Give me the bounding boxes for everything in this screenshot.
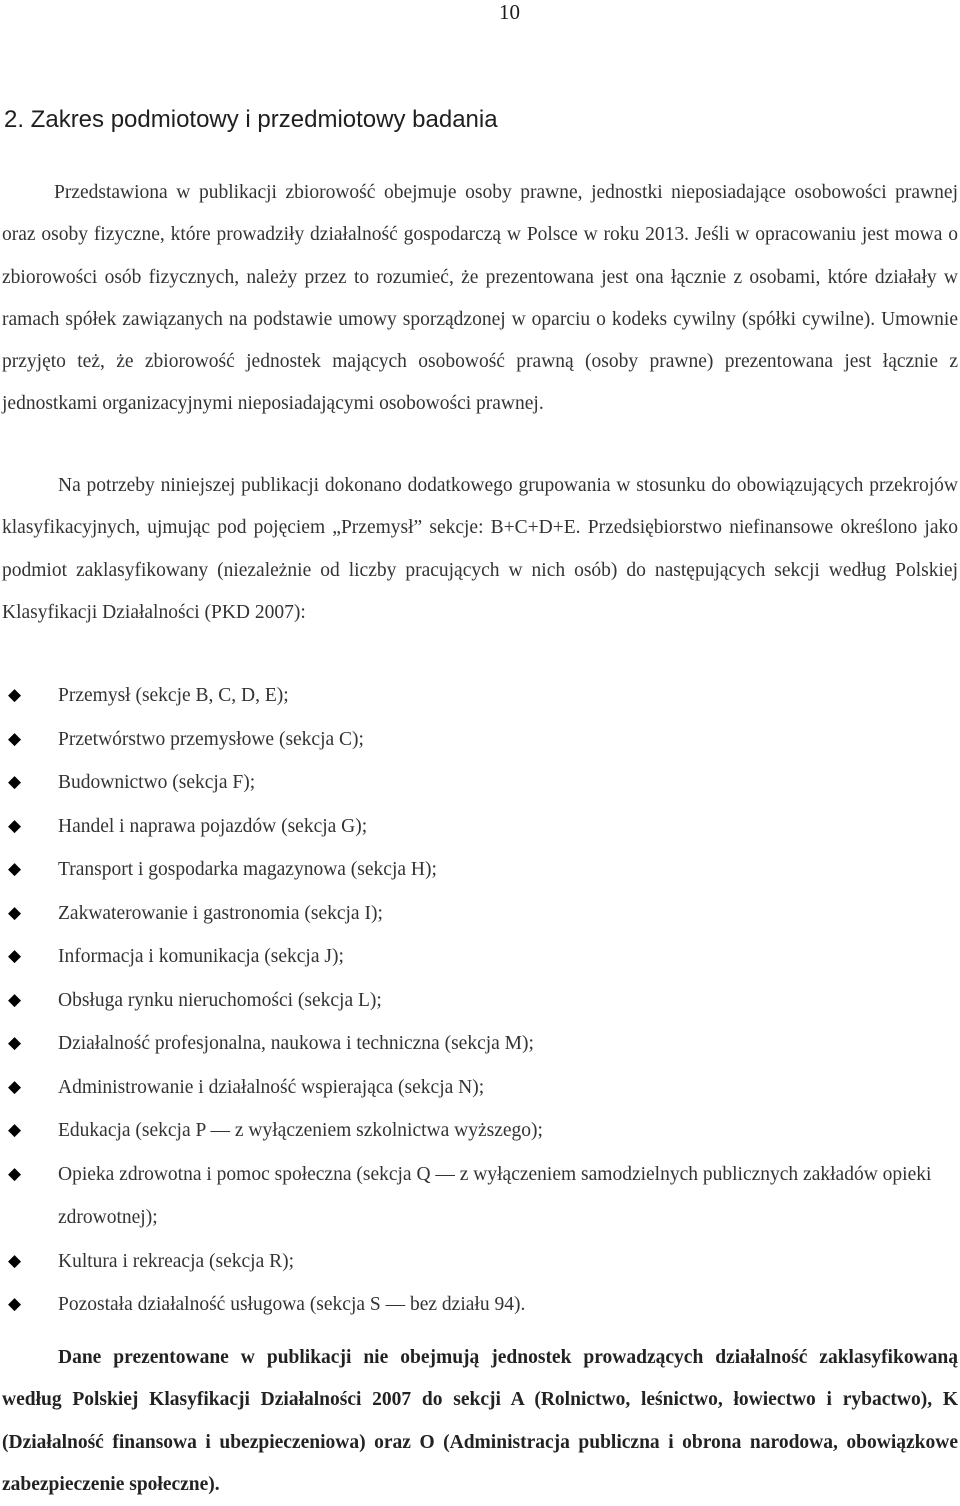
list-item: [0, 1153, 958, 1240]
diamond-bullet-icon: ◆: [8, 1120, 22, 1140]
exclusion-note: Dane prezentowane w publikacji nie obejmują jednostek prowadzących działalność zaklasyfikowaną według Polskiej Klasyfikacji Działalności 2007 do sekcji A (Rolnictwo, leśnictwo, łowiectwo i rybactwo), K (Działalność finansowa i ubezpieczeniowa) oraz O (Administracja publiczna i obrona narodowa, obowiązkowe zabezpieczenie społeczne).: [2, 1347, 958, 1495]
list-item-text: Kultura i rekreacja (sekcja R);: [58, 1250, 295, 1272]
list-item-text: Edukacja (sekcja P — z wyłączeniem szkolnictwa wyższego);: [58, 1120, 543, 1141]
diamond-bullet-icon: ◆: [8, 1250, 22, 1271]
list-item: [0, 979, 958, 1023]
list-item: [0, 674, 958, 718]
list-item-text: Działalność profesjonalna, naukowa i techniczna (sekcja M);: [58, 1033, 534, 1054]
list-item: [0, 718, 958, 762]
sections-list: [0, 674, 960, 1327]
diamond-bullet-icon: ◆: [8, 815, 22, 836]
list-item-text: Budownictwo (sekcja F);: [58, 772, 256, 793]
list-item-text: Pozostała działalność usługowa (sekcja S — bez działu 94).: [58, 1294, 526, 1315]
list-item: [0, 805, 958, 849]
diamond-bullet-icon: ◆: [8, 1163, 22, 1184]
page-number: 10: [499, 0, 520, 24]
list-item: [0, 1022, 958, 1066]
list-item: [0, 1109, 958, 1153]
diamond-bullet-icon: ◆: [8, 902, 22, 923]
diamond-bullet-icon: ◆: [8, 989, 22, 1010]
list-item-text: Obsługa rynku nieruchomości (sekcja L);: [58, 989, 382, 1011]
diamond-bullet-icon: ◆: [8, 1294, 22, 1314]
paragraph-grouping: Na potrzeby niniejszej publikacji dokonano dodatkowego grupowania w stosunku do obowiązujących przekrojów klasyfikacyjnych, ujmując pod pojęciem „Przemysł” sekcje: B+C+D+E. Przedsiębiorstwo niefinansowe określono jako podmiot zaklasyfikowany (niezależnie od liczby pracujących w nich osób) do następujących sekcji według Polskiej Klasyfikacji Działalności (PKD 2007):: [2, 475, 958, 623]
list-item: [0, 892, 958, 936]
list-item: [0, 1240, 958, 1284]
diamond-bullet-icon: ◆: [8, 728, 22, 749]
list-item: [0, 761, 958, 805]
list-item: [0, 1283, 958, 1327]
list-item: [0, 848, 958, 892]
diamond-bullet-icon: ◆: [8, 859, 22, 879]
list-item-text: Zakwaterowanie i gastronomia (sekcja I);: [58, 902, 383, 924]
paragraph-scope: Przedstawiona w publikacji zbiorowość obejmuje osoby prawne, jednostki nieposiadające osobowości prawnej oraz osoby fizyczne, które prowadziły działalność gospodarczą w Polsce w roku 2013. Jeśli w opracowaniu jest mowa o zbiorowości osób fizycznych, należy przez to rozumieć, że prezentowana jest ona łącznie z osobami, które działały w ramach spółek zawiązanych na podstawie umowy sporządzonej w oparciu o kodeks cywilny (spółki cywilne). Umownie przyjęto też, że zbiorowość jednostek mających osobowość prawną (osoby prawne) prezentowana jest łącznie z jednostkami organizacyjnymi nieposiadającymi osobowości prawnej.: [2, 182, 958, 415]
section-heading: 2. Zakres podmiotowy i przedmiotowy badania: [4, 106, 498, 133]
diamond-bullet-icon: ◆: [8, 946, 22, 966]
list-item: [0, 935, 958, 979]
list-item-text: Informacja i komunikacja (sekcja J);: [58, 946, 344, 967]
list-item-text: Transport i gospodarka magazynowa (sekcja H);: [58, 859, 437, 880]
diamond-bullet-icon: ◆: [8, 1033, 22, 1053]
list-item-text: Przemysł (sekcje B, C, D, E);: [58, 685, 289, 706]
list-item: [0, 1066, 958, 1110]
diamond-bullet-icon: ◆: [8, 772, 22, 792]
list-item-text: Przetwórstwo przemysłowe (sekcja C);: [58, 728, 364, 750]
list-item-text: Handel i naprawa pojazdów (sekcja G);: [58, 815, 368, 837]
diamond-bullet-icon: ◆: [8, 685, 22, 705]
diamond-bullet-icon: ◆: [8, 1076, 22, 1097]
list-item-text: Opieka zdrowotna i pomoc społeczna (sekcja Q — z wyłączeniem samodzielnych publicznych zakładów opieki zdrowotnej);: [58, 1163, 932, 1228]
list-item-text: Administrowanie i działalność wspierająca (sekcja N);: [58, 1076, 485, 1098]
